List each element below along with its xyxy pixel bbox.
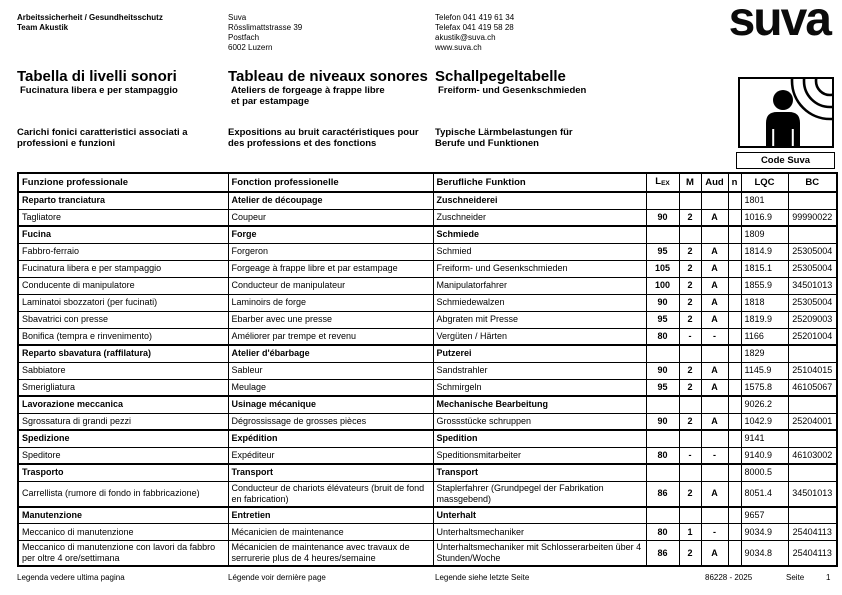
sound-level-table bbox=[17, 172, 838, 567]
cell-n bbox=[728, 507, 741, 524]
cell-n bbox=[728, 209, 741, 226]
cell-profession-fr: Forgeron bbox=[228, 243, 433, 260]
table-row bbox=[18, 192, 837, 209]
table-row bbox=[18, 379, 837, 396]
cell-bc bbox=[788, 226, 837, 243]
noise-exposure-icon-box bbox=[738, 77, 834, 148]
cell-lex bbox=[646, 345, 679, 362]
department-line: Arbeitssicherheit / Gesundheitsschutz bbox=[17, 13, 163, 22]
cell-bc: 46103002 bbox=[788, 447, 837, 464]
cell-profession-it: Sabbiatore bbox=[18, 362, 228, 379]
cell-aud: A bbox=[701, 243, 728, 260]
cell-lex: 86 bbox=[646, 541, 679, 567]
cell-m bbox=[679, 464, 701, 481]
cell-profession-fr: Sableur bbox=[228, 362, 433, 379]
email-line: akustik@suva.ch bbox=[435, 33, 496, 42]
footer-legend-it: Legenda vedere ultima pagina bbox=[17, 573, 125, 582]
subtitle-line: et par estampage bbox=[231, 96, 310, 107]
cell-aud: - bbox=[701, 328, 728, 345]
cell-profession-de: Unterhaltsmechaniker bbox=[433, 524, 646, 541]
code-suva-box: Code Suva bbox=[736, 152, 835, 169]
title-block-french bbox=[228, 68, 433, 107]
cell-n bbox=[728, 464, 741, 481]
cell-bc: 25404113 bbox=[788, 524, 837, 541]
cell-n bbox=[728, 345, 741, 362]
cell-profession-de: Freiform- und Gesenkschmieden bbox=[433, 260, 646, 277]
cell-profession-fr: Laminoirs de forge bbox=[228, 294, 433, 311]
cell-profession-fr: Conducteur de chariots élévateurs (bruit de fond en fabrication) bbox=[228, 481, 433, 507]
cell-bc: 25201004 bbox=[788, 328, 837, 345]
cell-profession-it: Fabbro-ferraio bbox=[18, 243, 228, 260]
cell-n bbox=[728, 481, 741, 507]
cell-profession-de: Schmiedewalzen bbox=[433, 294, 646, 311]
cell-lex: 80 bbox=[646, 447, 679, 464]
cell-aud: - bbox=[701, 447, 728, 464]
table-row bbox=[18, 481, 837, 507]
table-row bbox=[18, 294, 837, 311]
cell-profession-fr: Coupeur bbox=[228, 209, 433, 226]
lex-main: L bbox=[655, 176, 662, 187]
cell-lex: 95 bbox=[646, 243, 679, 260]
cell-bc: 25305004 bbox=[788, 243, 837, 260]
cell-m: 2 bbox=[679, 294, 701, 311]
cell-profession-de: Schmirgeln bbox=[433, 379, 646, 396]
footer-legend-de: Legende siehe letzte Seite bbox=[435, 573, 530, 582]
cell-profession-fr: Mécanicien de maintenance bbox=[228, 524, 433, 541]
cell-profession-de: Sandstrahler bbox=[433, 362, 646, 379]
cell-lex: 100 bbox=[646, 277, 679, 294]
cell-n bbox=[728, 379, 741, 396]
cell-bc: 34501013 bbox=[788, 277, 837, 294]
cell-profession-de: Unterhalt bbox=[433, 507, 646, 524]
cell-m: 2 bbox=[679, 260, 701, 277]
cell-bc: 25209003 bbox=[788, 311, 837, 328]
cell-profession-de: Schmied bbox=[433, 243, 646, 260]
cell-aud: A bbox=[701, 277, 728, 294]
contact-block bbox=[435, 13, 514, 53]
cell-profession-fr: Mécanicien de maintenance avec travaux de serrurerie plus de 4 heures/semaine bbox=[228, 541, 433, 567]
column-header-funzione: Funzione professionale bbox=[18, 173, 228, 192]
cell-lqc: 9026.2 bbox=[741, 396, 788, 413]
cell-n bbox=[728, 524, 741, 541]
title-block-german bbox=[435, 68, 650, 96]
table-header-row bbox=[18, 173, 837, 192]
cell-m: 2 bbox=[679, 209, 701, 226]
cell-lex: 95 bbox=[646, 379, 679, 396]
website-line: www.suva.ch bbox=[435, 43, 482, 52]
cell-profession-it: Fucina bbox=[18, 226, 228, 243]
cell-lqc: 1575.8 bbox=[741, 379, 788, 396]
cell-bc: 25305004 bbox=[788, 294, 837, 311]
cell-profession-it: Conducente di manipulatore bbox=[18, 277, 228, 294]
cell-n bbox=[728, 226, 741, 243]
cell-lex: 90 bbox=[646, 362, 679, 379]
column-header-m: M bbox=[679, 173, 701, 192]
cell-bc bbox=[788, 396, 837, 413]
cell-aud: A bbox=[701, 294, 728, 311]
cell-profession-it: Manutenzione bbox=[18, 507, 228, 524]
cell-profession-fr: Améliorer par trempe et revenu bbox=[228, 328, 433, 345]
cell-profession-it: Spedizione bbox=[18, 430, 228, 447]
table-row bbox=[18, 260, 837, 277]
cell-m: 2 bbox=[679, 541, 701, 567]
cell-aud: A bbox=[701, 379, 728, 396]
cell-profession-de: Grossstücke schruppen bbox=[433, 413, 646, 430]
cell-m bbox=[679, 430, 701, 447]
page-title-fr: Tableau de niveaux sonores bbox=[228, 68, 428, 85]
cell-profession-de: Abgraten mit Presse bbox=[433, 311, 646, 328]
page-title-de: Schallpegeltabelle bbox=[435, 68, 566, 85]
fax-line: Telefax 041 419 58 28 bbox=[435, 23, 514, 32]
cell-bc bbox=[788, 507, 837, 524]
description-line: Berufe und Funktionen bbox=[435, 138, 539, 149]
cell-aud: A bbox=[701, 481, 728, 507]
cell-n bbox=[728, 294, 741, 311]
cell-profession-it: Trasporto bbox=[18, 464, 228, 481]
column-header-bc: BC bbox=[788, 173, 837, 192]
cell-lex: 105 bbox=[646, 260, 679, 277]
cell-lqc: 1814.9 bbox=[741, 243, 788, 260]
cell-profession-it: Sgrossatura di grandi pezzi bbox=[18, 413, 228, 430]
team-line: Team Akustik bbox=[17, 23, 69, 32]
cell-m bbox=[679, 507, 701, 524]
cell-profession-it: Reparto sbavatura (raffilatura) bbox=[18, 345, 228, 362]
description-line: professioni e funzioni bbox=[17, 138, 116, 149]
cell-aud bbox=[701, 464, 728, 481]
cell-lqc: 1855.9 bbox=[741, 277, 788, 294]
cell-lex bbox=[646, 507, 679, 524]
cell-lqc: 1809 bbox=[741, 226, 788, 243]
cell-profession-fr: Ebarber avec une presse bbox=[228, 311, 433, 328]
cell-aud bbox=[701, 345, 728, 362]
cell-profession-de: Putzerei bbox=[433, 345, 646, 362]
cell-profession-fr: Expéditeur bbox=[228, 447, 433, 464]
cell-profession-de: Spedition bbox=[433, 430, 646, 447]
cell-lqc: 8000.5 bbox=[741, 464, 788, 481]
title-block-italian bbox=[17, 68, 222, 96]
page-subtitle-de: Freiform- und Gesenkschmieden bbox=[438, 85, 587, 96]
page-title-it: Tabella di livelli sonori bbox=[17, 68, 177, 85]
cell-lqc: 1166 bbox=[741, 328, 788, 345]
cell-profession-it: Laminatoi sbozzatori (per fucinati) bbox=[18, 294, 228, 311]
cell-m: 2 bbox=[679, 481, 701, 507]
cell-n bbox=[728, 311, 741, 328]
cell-bc bbox=[788, 192, 837, 209]
subtitle-line: Ateliers de forgeage à frappe libre bbox=[231, 85, 385, 96]
cell-profession-de: Zuschneiderei bbox=[433, 192, 646, 209]
description-fr bbox=[228, 127, 433, 149]
address-line: 6002 Luzern bbox=[228, 43, 273, 52]
table-row bbox=[18, 464, 837, 481]
cell-lex bbox=[646, 464, 679, 481]
footer-page-label: Seite bbox=[786, 573, 805, 582]
cell-profession-it: Carrellista (rumore di fondo in fabbricazione) bbox=[18, 481, 228, 507]
table-row bbox=[18, 362, 837, 379]
cell-bc: 99990022 bbox=[788, 209, 837, 226]
cell-lex: 86 bbox=[646, 481, 679, 507]
phone-line: Telefon 041 419 61 34 bbox=[435, 13, 515, 22]
cell-m bbox=[679, 226, 701, 243]
table-row bbox=[18, 524, 837, 541]
cell-lex: 80 bbox=[646, 524, 679, 541]
cell-m: - bbox=[679, 447, 701, 464]
table-row bbox=[18, 447, 837, 464]
cell-bc: 25305004 bbox=[788, 260, 837, 277]
cell-profession-fr: Conducteur de manipulateur bbox=[228, 277, 433, 294]
cell-n bbox=[728, 328, 741, 345]
address-line: Postfach bbox=[228, 33, 260, 42]
lex-subscript: EX bbox=[661, 180, 670, 187]
cell-aud: A bbox=[701, 362, 728, 379]
cell-lex bbox=[646, 226, 679, 243]
column-header-lex bbox=[646, 173, 679, 192]
footer-legend-fr: Légende voir dernière page bbox=[228, 573, 326, 582]
cell-profession-fr: Usinage mécanique bbox=[228, 396, 433, 413]
cell-n bbox=[728, 413, 741, 430]
table-row bbox=[18, 430, 837, 447]
cell-n bbox=[728, 447, 741, 464]
cell-lqc: 8051.4 bbox=[741, 481, 788, 507]
cell-lqc: 1819.9 bbox=[741, 311, 788, 328]
cell-m bbox=[679, 345, 701, 362]
cell-profession-de: Staplerfahrer (Grundpegel der Fabrikation massgebend) bbox=[433, 481, 646, 507]
cell-m: 2 bbox=[679, 413, 701, 430]
column-header-lqc: LQC bbox=[741, 173, 788, 192]
cell-n bbox=[728, 260, 741, 277]
cell-lqc: 1829 bbox=[741, 345, 788, 362]
cell-bc: 34501013 bbox=[788, 481, 837, 507]
cell-bc bbox=[788, 345, 837, 362]
cell-profession-de: Speditionsmitarbeiter bbox=[433, 447, 646, 464]
table-row bbox=[18, 507, 837, 524]
cell-lex: 90 bbox=[646, 294, 679, 311]
description-line: des professions et des fonctions bbox=[228, 138, 377, 149]
cell-aud bbox=[701, 192, 728, 209]
footer-page-number: 1 bbox=[826, 573, 831, 582]
cell-bc bbox=[788, 464, 837, 481]
table-row bbox=[18, 328, 837, 345]
cell-profession-de: Mechanische Bearbeitung bbox=[433, 396, 646, 413]
cell-lex: 80 bbox=[646, 328, 679, 345]
cell-lqc: 9034.9 bbox=[741, 524, 788, 541]
cell-profession-fr: Expédition bbox=[228, 430, 433, 447]
cell-m bbox=[679, 396, 701, 413]
cell-bc: 46105067 bbox=[788, 379, 837, 396]
cell-n bbox=[728, 430, 741, 447]
cell-profession-de: Unterhaltsmechaniker mit Schlosserarbeiten über 4 Stunden/Woche bbox=[433, 541, 646, 567]
table-row bbox=[18, 243, 837, 260]
cell-profession-de: Transport bbox=[433, 464, 646, 481]
cell-profession-it: Tagliatore bbox=[18, 209, 228, 226]
cell-lqc: 9141 bbox=[741, 430, 788, 447]
cell-profession-it: Fucinatura libera e per stampaggio bbox=[18, 260, 228, 277]
table-row bbox=[18, 413, 837, 430]
cell-n bbox=[728, 541, 741, 567]
cell-lqc: 9657 bbox=[741, 507, 788, 524]
description-line: Expositions au bruit caractéristiques pour bbox=[228, 127, 419, 138]
cell-profession-fr: Atelier d'ébarbage bbox=[228, 345, 433, 362]
table-row bbox=[18, 541, 837, 567]
cell-profession-fr: Forgeage à frappe libre et par estampage bbox=[228, 260, 433, 277]
cell-profession-it: Reparto tranciatura bbox=[18, 192, 228, 209]
description-de bbox=[435, 127, 650, 149]
page-subtitle-it: Fucinatura libera e per stampaggio bbox=[20, 85, 178, 96]
suva-logo: suva bbox=[728, 0, 830, 46]
cell-m: 2 bbox=[679, 379, 701, 396]
cell-lqc: 9034.8 bbox=[741, 541, 788, 567]
cell-profession-de: Zuschneider bbox=[433, 209, 646, 226]
cell-profession-fr: Transport bbox=[228, 464, 433, 481]
cell-lqc: 1815.1 bbox=[741, 260, 788, 277]
person-noise-exposure-icon bbox=[740, 79, 832, 146]
cell-bc bbox=[788, 430, 837, 447]
cell-lex: 95 bbox=[646, 311, 679, 328]
cell-profession-de: Schmiede bbox=[433, 226, 646, 243]
table-row bbox=[18, 226, 837, 243]
cell-m: - bbox=[679, 328, 701, 345]
cell-m: 1 bbox=[679, 524, 701, 541]
cell-lqc: 1145.9 bbox=[741, 362, 788, 379]
cell-profession-it: Lavorazione meccanica bbox=[18, 396, 228, 413]
cell-lex: 90 bbox=[646, 413, 679, 430]
cell-lex bbox=[646, 430, 679, 447]
table-row bbox=[18, 345, 837, 362]
cell-lex bbox=[646, 192, 679, 209]
cell-profession-it: Smerigliatura bbox=[18, 379, 228, 396]
cell-aud bbox=[701, 507, 728, 524]
cell-lqc: 1801 bbox=[741, 192, 788, 209]
cell-profession-it: Sbavatrici con presse bbox=[18, 311, 228, 328]
address-block bbox=[228, 13, 302, 53]
cell-profession-fr: Meulage bbox=[228, 379, 433, 396]
cell-aud: A bbox=[701, 209, 728, 226]
table-row bbox=[18, 396, 837, 413]
table-row bbox=[18, 277, 837, 294]
cell-lqc: 9140.9 bbox=[741, 447, 788, 464]
cell-aud: A bbox=[701, 311, 728, 328]
address-line: Suva bbox=[228, 13, 247, 22]
cell-n bbox=[728, 192, 741, 209]
cell-m bbox=[679, 192, 701, 209]
cell-lex: 90 bbox=[646, 209, 679, 226]
footer-doc-number: 86228 - 2025 bbox=[705, 573, 753, 582]
cell-profession-de: Manipulatorfahrer bbox=[433, 277, 646, 294]
cell-n bbox=[728, 277, 741, 294]
column-header-aud: Aud bbox=[701, 173, 728, 192]
cell-profession-fr: Dégrossissage de grosses pièces bbox=[228, 413, 433, 430]
cell-profession-de: Vergüten / Härten bbox=[433, 328, 646, 345]
cell-aud bbox=[701, 430, 728, 447]
cell-lqc: 1016.9 bbox=[741, 209, 788, 226]
table-row bbox=[18, 209, 837, 226]
cell-n bbox=[728, 362, 741, 379]
cell-profession-fr: Forge bbox=[228, 226, 433, 243]
column-header-fonction: Fonction professionelle bbox=[228, 173, 433, 192]
cell-profession-it: Speditore bbox=[18, 447, 228, 464]
cell-profession-fr: Entretien bbox=[228, 507, 433, 524]
description-line: Carichi fonici caratteristici associati a bbox=[17, 127, 188, 138]
cell-profession-fr: Atelier de découpage bbox=[228, 192, 433, 209]
cell-m: 2 bbox=[679, 243, 701, 260]
cell-aud bbox=[701, 226, 728, 243]
column-header-berufliche-funktion: Berufliche Funktion bbox=[433, 173, 646, 192]
address-line: Rösslimattstrasse 39 bbox=[228, 23, 303, 32]
cell-profession-it: Bonifica (tempra e rinvenimento) bbox=[18, 328, 228, 345]
cell-m: 2 bbox=[679, 311, 701, 328]
cell-lqc: 1818 bbox=[741, 294, 788, 311]
department-block bbox=[17, 13, 163, 33]
table-row bbox=[18, 311, 837, 328]
description-it bbox=[17, 127, 222, 149]
cell-m: 2 bbox=[679, 362, 701, 379]
cell-profession-it: Meccanico di manutenzione con lavori da fabbro per oltre 4 ore/settimana bbox=[18, 541, 228, 567]
column-header-n: n bbox=[728, 173, 741, 192]
cell-profession-it: Meccanico di manutenzione bbox=[18, 524, 228, 541]
description-line: Typische Lärmbelastungen für bbox=[435, 127, 573, 138]
cell-n bbox=[728, 243, 741, 260]
cell-aud: A bbox=[701, 260, 728, 277]
cell-m: 2 bbox=[679, 277, 701, 294]
page-subtitle-fr bbox=[231, 85, 433, 107]
cell-bc: 25104015 bbox=[788, 362, 837, 379]
cell-bc: 25404113 bbox=[788, 541, 837, 567]
cell-lex bbox=[646, 396, 679, 413]
cell-lqc: 1042.9 bbox=[741, 413, 788, 430]
cell-bc: 25204001 bbox=[788, 413, 837, 430]
cell-n bbox=[728, 396, 741, 413]
cell-aud bbox=[701, 396, 728, 413]
cell-aud: A bbox=[701, 541, 728, 567]
cell-aud: A bbox=[701, 413, 728, 430]
cell-aud: - bbox=[701, 524, 728, 541]
